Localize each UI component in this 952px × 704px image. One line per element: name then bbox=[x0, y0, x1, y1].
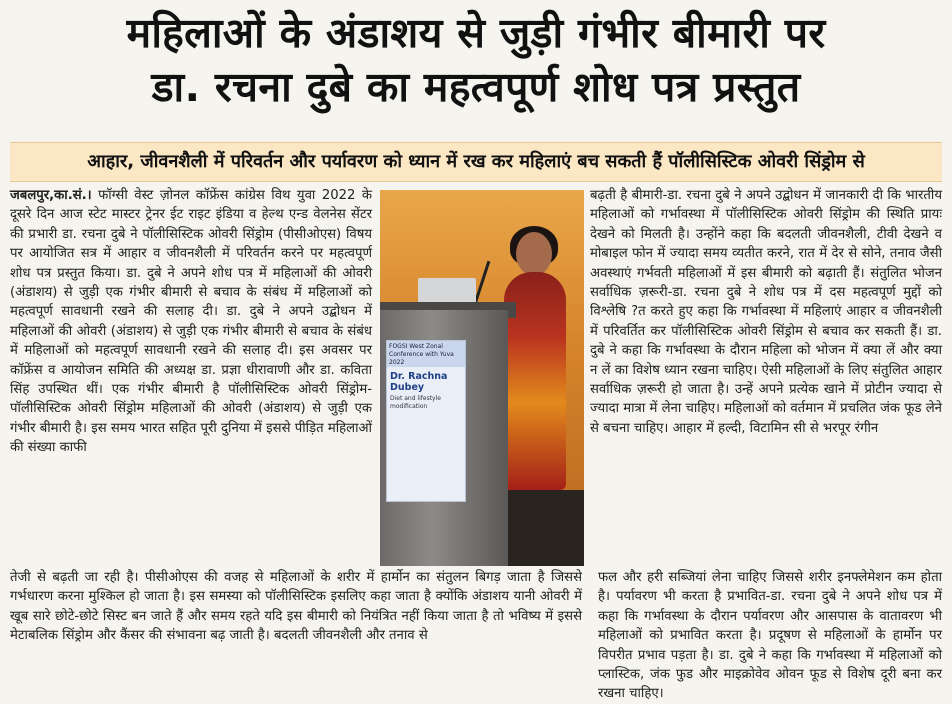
bottom-left-text: तेजी से बढ़ती जा रही है। पीसीओएस की वजह से महिलाओं के शरीर में हार्मोन का संतुलन बिगड़ जाता है जिससे गर्भधारण करना मुश्किल हो जाता है। इस समस्या को पॉलीसिस्टिक इसलिए कहा जाता है क्योंकि अंडाशय यानी ओवरी में खूब सारे छोटे-छोटे सिस्ट बन जाते हैं और समय रहते यदि इस बीमारी को नियंत्रित नहीं किया जाता है तो भविष्य में इससे मेटाबलिक सिंड्रोम और कैंसर की संभावना बढ़ जाती है। बदलती जीवनशैली और तनाव से bbox=[10, 570, 582, 644]
headline bbox=[0, 6, 952, 114]
banner-header: FOGSI West Zonal Conference with Yuva 2022 bbox=[387, 341, 465, 367]
banner-subtitle: Diet and lifestyle modification bbox=[390, 395, 441, 410]
headline-line-1: महिलाओं के अंडाशय से जुड़ी गंभीर बीमारी पर bbox=[126, 9, 826, 57]
article-column-2 bbox=[590, 186, 942, 578]
subheadline: आहार, जीवनशैली में परिवर्तन और पर्यावरण को ध्यान में रख कर महिलाएं बच सकती हैं पॉलीसिस्टिक ओवरी सिंड्रोम से bbox=[10, 142, 942, 182]
bottom-right-text: फल और हरी सब्जियां लेना चाहिए जिससे शरीर इनफ्लेमेशन कम होता है। पर्यावरण भी करता है प्रभावित-डा. रचना दुबे ने अपने शोध पत्र में कहा कि गर्भावस्था के दौरान पर्यावरण और आसपास के वातावरण भी महिलाओं को प्रभावित करता है। प्रदूषण से महिलाओं के हार्मोन पर विपरीत प्रभाव पड़ता है। डा. दुबे ने कहा कि गर्भावस्था में महिलाओं को प्लास्टिक, जंक फुड और माइक्रोवेव ओवन फूड से विशेष दूरी बना कर रखना चाहिए। bbox=[598, 570, 942, 702]
headline-line-2: डा. रचना दुबे का महत्वपूर्ण शोध पत्र प्रस्तुत bbox=[151, 63, 801, 111]
column-1-text: फॉग्सी वेस्ट ज़ोनल कॉफ्रेंस कांग्रेस विथ युवा 2022 के दूसरे दिन आज स्टेट मास्टर ट्रेनर ईट राइट इंडिया व हेल्थ एन्ड वेलनेस सेंटर की प्रभारी डा. रचना दुबे ने पॉलीसिस्टिक ओवरी सिंड्रोम (पीसीओएस) विषय पर आयोजित सत्र में आहार व जीवनशैली में परिवर्तन करने पर महत्वपूर्ण शोध पत्र प्रस्तुत किया। डा. दुबे ने अपने शोध पत्र में महिलाओं की ओवरी (अंडाशय) से जुड़ी एक गंभीर बीमारी से बचाव के संबंध में महिलाओं को महत्वपूर्ण सावधानी रखने की सलाह दी। डा. दुबे ने अपने उद्बोधन में महिलाओं की ओवरी (अंडाशय) से जुड़ी एक गंभीर बीमारी से बचाव के संबंध में महिलाओं को महत्वपूर्ण सावधानी रखने की सलाह दी। इस अवसर पर कॉफ्रेंस व आयोजन समिति की अध्यक्ष डा. प्रज्ञा धीरावाणी और डा. कविता सिंह उपस्थित थीं। एक गंभीर बीमारी है पॉलीसिस्टिक ओवरी सिंड्रोम-पॉलीसिस्टिक ओवरी सिंड्रोम महिलाओं की ओवरी (अंडाशय) से जुड़ी एक गंभीर बीमारी है। इस समय भारत सहित पूरी दुनिया में इससे पीड़ित महिलाओं की संख्या काफी bbox=[10, 188, 372, 456]
article-photo bbox=[380, 190, 584, 566]
dateline: जबलपुर,का.सं.। bbox=[10, 188, 92, 203]
podium-banner bbox=[386, 340, 466, 502]
article-bottom-columns bbox=[10, 568, 942, 702]
banner-name: Dr. Rachna Dubey bbox=[390, 371, 448, 393]
column-2-text: बढ़ती है बीमारी-डा. रचना दुबे ने अपने उद्बोधन में जानकारी दी कि भारतीय महिलाओं को गर्भावस्था में पॉलीसिस्टिक ओवरी सिंड्रोम की स्थिति प्रायः देखने को मिलती है। उन्होंने कहा कि बदलती जीवनशैली, टीवी देखने व मोबाइल फोन में ज्यादा समय व्यतीत करने, रात में देर से सोने, तनाव जैसी अवस्थाएं गर्भवती महिलाओं में इस बीमारी को बढ़ाती हैं। संतुलित भोजन सर्वाधिक ज़रूरी-डा. रचना दुबे ने शोध पत्र में दस महत्वपूर्ण मुद्दों को विश्लेषि ?त करते हुए कहा कि गर्भावस्था में महिलाएं आहार व जीवनशैली में परिवर्तित कर पॉलीसिस्टिक ओवरी सिंड्रोम से बचाव कर सकती हैं। डा. दुबे ने कहा कि गर्भावस्था के दौरान महिला को भोजन में क्या लें और क्या न लें का विशेष ध्यान रखना चाहिए। ऐसी महिलाओं के लिए संतुलित आहार सर्वाधिक ज़रूरी हो जाता है। उन्हें अपने प्रत्येक खाने में प्रोटीन ज्यादा से ज्यादा मात्रा में लेना चाहिए। महिलाओं को वर्तमान में प्रचलित जंक फूड लेने से बचना चाहिए। आहार में हल्दी, विटामिन सी से भरपूर रंगीन bbox=[590, 188, 942, 436]
article-column-1 bbox=[10, 186, 372, 568]
speaker-head bbox=[516, 232, 552, 276]
